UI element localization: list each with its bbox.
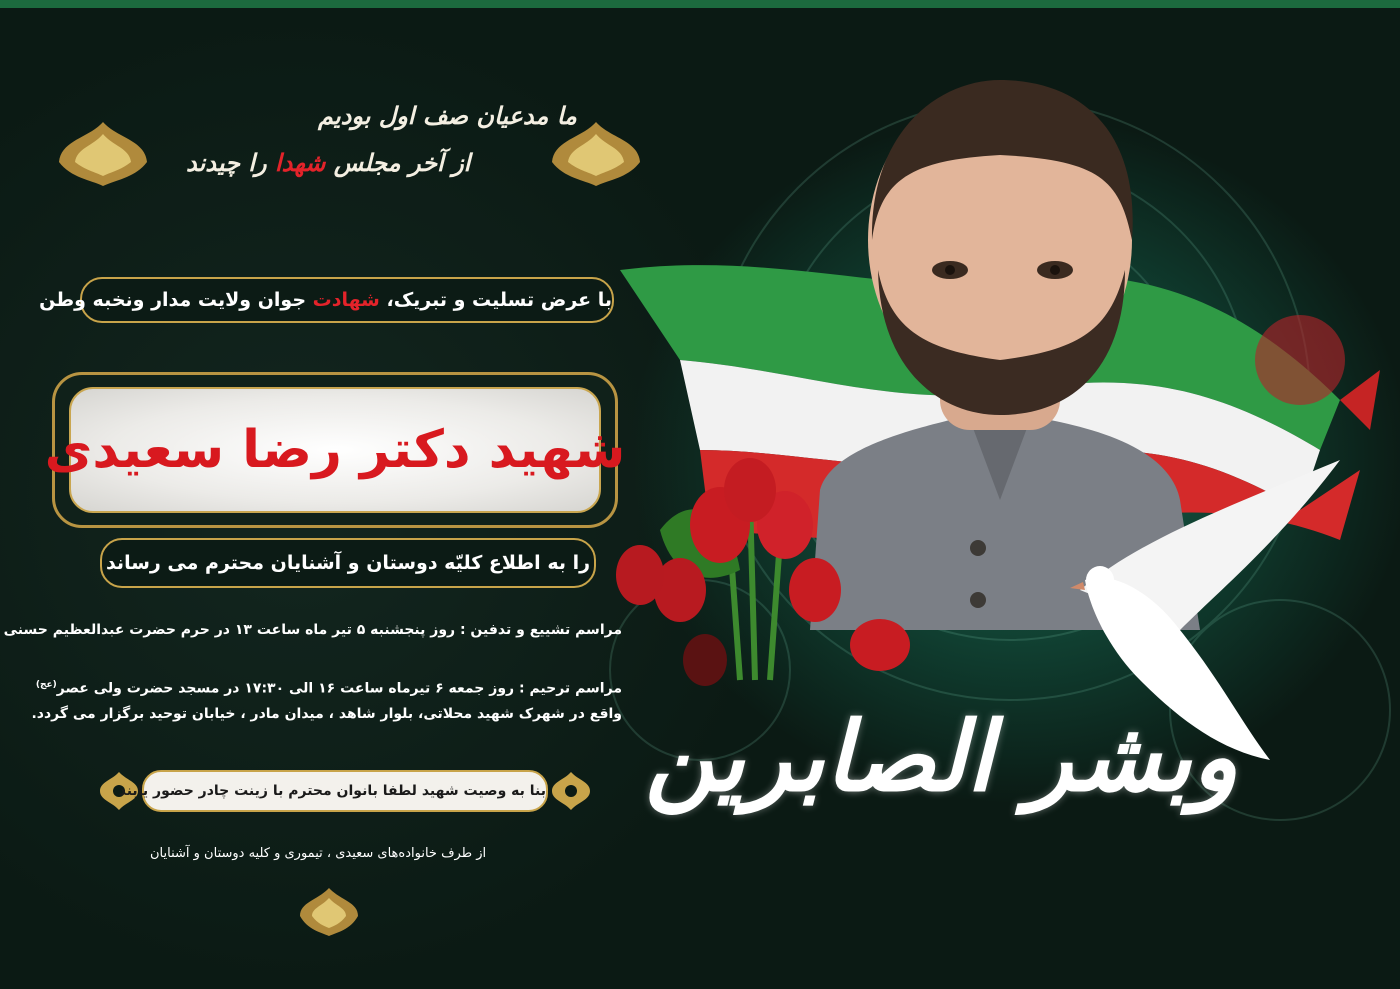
- gold-ornament-icon: [55, 118, 151, 190]
- memorial-honorific: (عج): [35, 680, 57, 690]
- funeral-info: مراسم تشییع و تدفین : روز پنجشنبه ۵ تیر ماه ساعت ۱۳ در حرم حضرت عبدالعظیم حسنی: [3, 622, 622, 638]
- condolence-highlight: شهادت: [312, 289, 380, 311]
- name-plate: [44, 387, 626, 513]
- from-families: از طرف خانواده‌های سعیدی ، تیموری و کلیه دوستان و آشنایان: [150, 846, 487, 861]
- poem-line-2: [186, 148, 470, 177]
- memorial-info-line-1: [36, 680, 622, 697]
- poem-line-2-start: از آخر مجلس: [325, 148, 471, 177]
- memorial-info-text: مراسم ترحیم : روز جمعه ۶ تیرماه ساعت ۱۶ الی ۱۷:۳۰ در مسجد حضرت ولی عصر: [56, 680, 622, 697]
- will-note-banner: بنا به وصیت شهید لطفا بانوان محترم با زینت چادر حضور یابند: [142, 770, 548, 812]
- condolence-banner: [39, 277, 614, 323]
- poem-line-2-end: را چیدند: [186, 148, 275, 177]
- rose-blur: [1255, 315, 1345, 405]
- condolence-start: با عرض تسلیت و تبریک،: [379, 289, 612, 311]
- gold-ornament-icon: [550, 770, 592, 812]
- martyr-name: شهید دکتر رضا سعیدی: [44, 420, 626, 480]
- name-frame: [44, 372, 626, 528]
- poem-line-1: ما مدعیان صف اول بودیم: [318, 101, 577, 130]
- top-green-stripe: [0, 0, 1400, 8]
- announcement-banner: را به اطلاع کلیّه دوستان و آشنایان محترم می رساند: [100, 538, 596, 588]
- condolence-end: جوان ولایت مدار ونخبه وطن: [39, 289, 313, 311]
- portrait-artwork: [580, 70, 1400, 989]
- gold-ornament-icon: [298, 886, 360, 938]
- memorial-info-line-2: واقع در شهرک شهید محلاتی، بلوار شاهد ، میدان مادر ، خیابان توحید برگزار می گردد.: [31, 706, 622, 722]
- calligraphy-text: وبشر الصابرین: [645, 700, 1239, 813]
- poem-highlight: شهدا: [274, 148, 326, 177]
